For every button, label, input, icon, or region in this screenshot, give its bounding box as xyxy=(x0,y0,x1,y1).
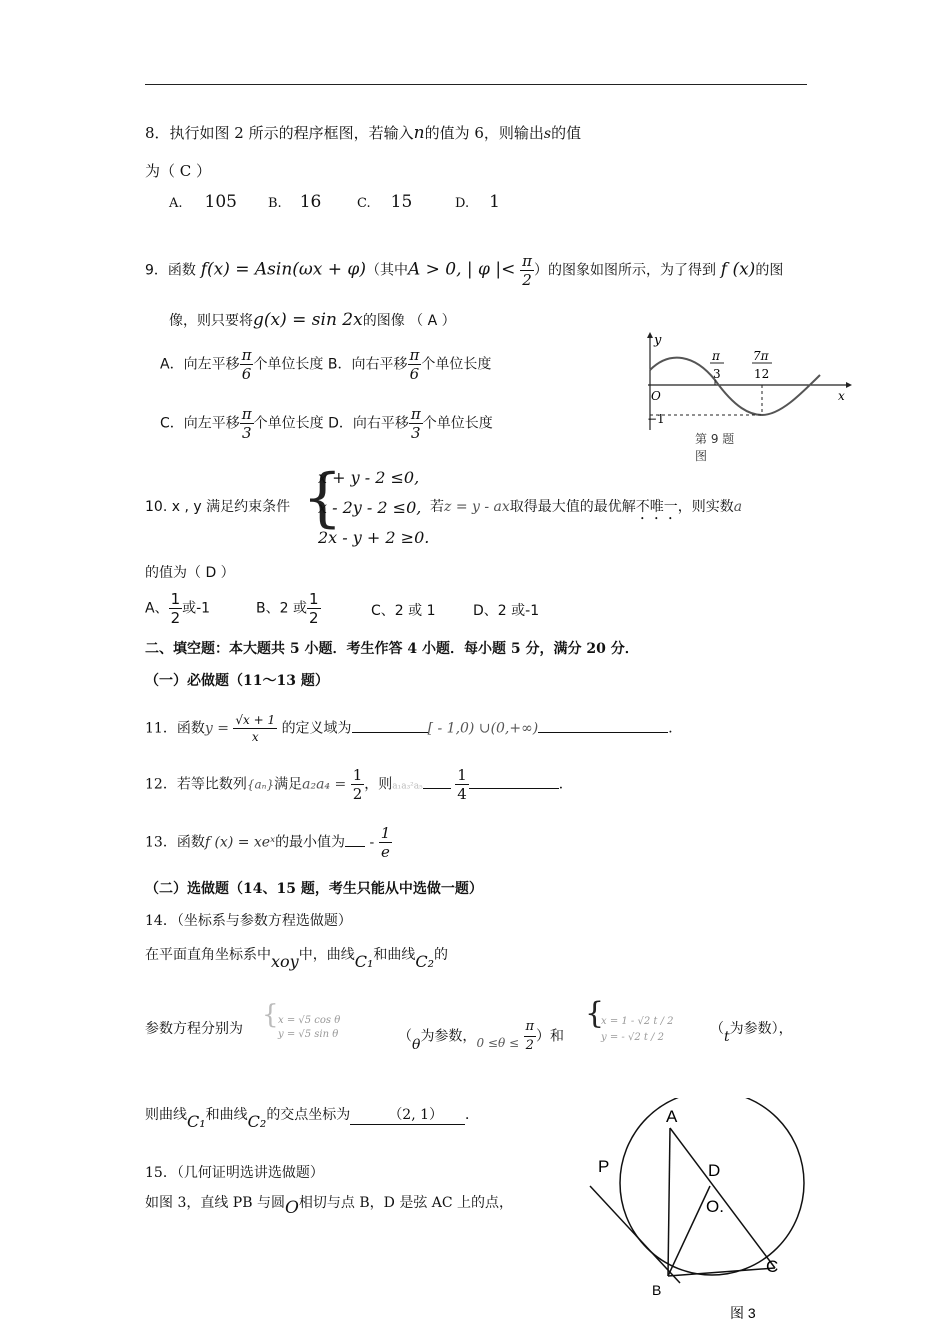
q14-title: 14．（坐标系与参数方程选做题） xyxy=(145,913,352,929)
segment-bd xyxy=(668,1186,710,1276)
q10-brace: { xyxy=(302,461,343,535)
q14-line1: 在平面直角坐标系中xoy中，曲线C₁和曲线C₂的 xyxy=(145,947,449,971)
q10-option-b: B、2 或 $\frac{1}{2}$ xyxy=(256,590,319,627)
graph-tick1-num: π xyxy=(712,349,720,363)
q14-line3: 则曲线C₁和曲线C₂的交点坐标为 （2, 1） ． xyxy=(145,1104,479,1125)
label-a: A xyxy=(666,1107,678,1126)
section2-title: 二、填空题：本大题共 5 小题．考生作答 4 小题．每小题 5 分，满分 20 分． xyxy=(145,641,639,657)
section2-sub1: （一）必做题（11～13 题） xyxy=(145,673,329,689)
q10-constraint-1: x + y - 2 ≤0, xyxy=(318,468,420,487)
q9-sine-graph xyxy=(640,330,855,470)
tangent-pb xyxy=(590,1186,680,1283)
q8-option-b: B. 16 xyxy=(268,192,322,212)
q9-line1: 9．函数 f(x) = Asin(ωx + φ)（其中A > 0, | φ |< $\frac{\pi}{2}$ ）的图象如图所示，为了得到 f (x)的图 xyxy=(145,252,784,289)
q15-title: 15．（几何证明选讲选做题） xyxy=(145,1165,324,1181)
q9-line2: 像，则只要将g(x) = sin 2x的图像 （ A ） xyxy=(169,310,456,330)
q14-param-eq2: { x = 1 - √2 t / 2 y = - √2 t / 2 xyxy=(585,996,674,1043)
section2-sub2: （二）选做题（14、15 题，考生只能从中选做一题） xyxy=(145,881,483,897)
graph-origin: O xyxy=(651,389,661,403)
q10-constraint-3: 2x - y + 2 ≥0. xyxy=(318,528,430,547)
q10-objective: 若z = y - ax取得最大值的最优解不唯一，则实数a xyxy=(430,499,743,515)
q15-line1: 如图 3，直线 PB 与圆O相切与点 B，D 是弦 AC 上的点， xyxy=(145,1195,514,1218)
q10-option-d: D、2 或-1 xyxy=(473,603,540,619)
graph-caption2: 图 xyxy=(695,449,708,463)
q10-option-a: A、 $\frac{1}{2}$ 或-1 xyxy=(145,590,211,627)
graph-y-label: y xyxy=(654,333,662,348)
q8-option-d: D. 1 xyxy=(455,192,500,212)
q8-line1: 8．执行如图 2 所示的程序框图，若输入n的值为 6，则输出s的值 xyxy=(145,123,582,143)
graph-x-label: x xyxy=(838,389,845,403)
graph-tick2-den: 12 xyxy=(754,367,770,381)
q8-line2: 为（ C ） xyxy=(145,162,212,180)
graph-tick2-num: 7π xyxy=(753,349,769,363)
q9-options-cd: C．向左平移 $\frac{\pi}{3}$ 个单位长度 D．向右平移 $\frac{\pi}{3}$ 个单位长度 xyxy=(160,405,493,442)
figure3-circle-diagram xyxy=(580,1098,825,1344)
q14-line2-mid: （θ为参数，0 ≤θ ≤ $\frac{\pi}{2}$ ）和 xyxy=(398,1019,565,1053)
sine-curve xyxy=(650,358,820,415)
q10-line2: 的值为（ D ） xyxy=(145,565,235,581)
q8-option-c: C. 15 xyxy=(357,192,413,212)
q10-option-c: C、2 或 1 xyxy=(371,603,436,619)
graph-ymin: −1 xyxy=(647,412,665,426)
q13: 13．函数f (x) = xeˣ的最小值为 - $\frac{1}{e}$ xyxy=(145,824,391,861)
label-b: B xyxy=(652,1282,662,1298)
label-p: P xyxy=(598,1157,610,1176)
q9-options-ab: A．向左平移 $\frac{\pi}{6}$ 个单位长度 B．向右平移 $\frac{\pi}{6}$ 个单位长度 xyxy=(160,346,492,383)
q8-option-a: A. 105 xyxy=(169,192,237,212)
figure3-caption: 图 3 xyxy=(730,1305,756,1321)
graph-tick1-den: 3 xyxy=(713,367,721,381)
label-d: D xyxy=(708,1161,721,1180)
q10-constraint-2: x - 2y - 2 ≤0, xyxy=(318,498,422,517)
label-o: O. xyxy=(706,1197,724,1216)
q14-param-eq1: { x = √5 cos θ y = √5 sin θ xyxy=(262,1000,341,1040)
q11: 11．函数y = $\frac{√x + 1}{x}$ 的定义域为 [ - 1,0) ∪(0,+∞) ． xyxy=(145,713,683,744)
q14-line2: 参数方程分别为 xyxy=(145,1021,243,1037)
header-rule xyxy=(145,84,807,85)
graph-caption: 第 9 题 xyxy=(695,432,735,446)
label-c: C xyxy=(766,1257,779,1276)
q12: 12．若等比数列{aₙ}满足a₂a₄ = $\frac{1}{2}$ ，则a₁a₃²a₅ $\frac{1}{4}$ ． xyxy=(145,766,573,803)
q14-line2-tail: （t为参数）， xyxy=(710,1021,793,1045)
chord-ab xyxy=(668,1128,670,1276)
q10-prefix: 10. x , y 满足约束条件 xyxy=(145,499,291,515)
